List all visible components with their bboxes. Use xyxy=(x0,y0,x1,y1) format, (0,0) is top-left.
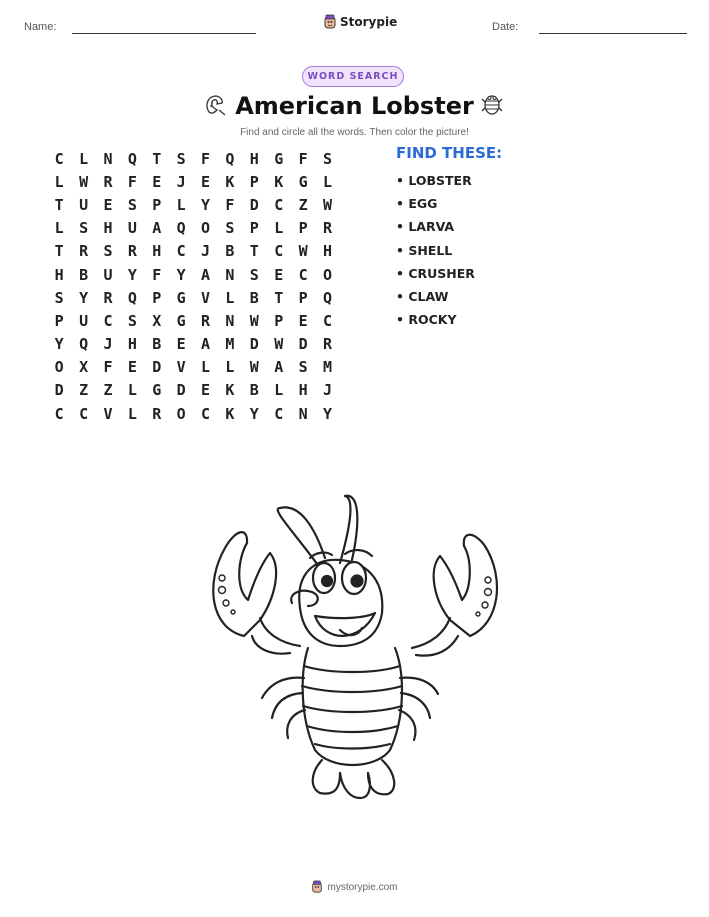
grid-cell[interactable]: L xyxy=(274,219,284,238)
grid-cell[interactable]: E xyxy=(201,172,211,191)
grid-cell[interactable]: F xyxy=(127,172,137,191)
grid-cell[interactable]: P xyxy=(274,311,284,330)
grid-cell[interactable]: B xyxy=(249,288,259,307)
grid-cell[interactable]: A xyxy=(201,335,211,354)
grid-cell[interactable]: U xyxy=(79,311,89,330)
brand-name: Storypie xyxy=(340,15,398,29)
grid-cell[interactable]: P xyxy=(249,219,259,238)
grid-cell[interactable]: S xyxy=(54,288,64,307)
grid-cell[interactable]: H xyxy=(298,381,308,400)
grid-cell[interactable]: F xyxy=(152,265,162,284)
grid-cell[interactable]: P xyxy=(298,288,308,307)
grid-cell[interactable]: Y xyxy=(79,288,89,307)
grid-cell[interactable]: Y xyxy=(127,265,137,284)
grid-cell[interactable]: K xyxy=(274,172,284,191)
grid-cell[interactable]: Q xyxy=(127,149,137,168)
grid-cell[interactable]: H xyxy=(322,242,332,261)
grid-cell[interactable]: C xyxy=(54,149,64,168)
grid-cell[interactable]: R xyxy=(201,311,211,330)
grid-cell[interactable]: O xyxy=(322,265,332,284)
grid-row xyxy=(47,356,340,379)
page-title: American Lobster xyxy=(235,92,474,120)
grid-cell[interactable]: R xyxy=(103,288,113,307)
grid-cell[interactable]: S xyxy=(249,265,259,284)
grid-cell[interactable]: D xyxy=(54,381,64,400)
grid-cell[interactable]: Y xyxy=(54,335,64,354)
grid-row xyxy=(47,147,340,170)
grid-cell[interactable]: O xyxy=(54,358,64,377)
grid-cell[interactable]: Y xyxy=(322,404,332,423)
grid-cell[interactable]: K xyxy=(225,381,235,400)
grid-cell[interactable]: L xyxy=(201,358,211,377)
word-list xyxy=(396,172,475,334)
grid-cell[interactable]: C xyxy=(54,404,64,423)
grid-cell[interactable]: Q xyxy=(225,149,235,168)
grid-cell[interactable]: X xyxy=(152,311,162,330)
grid-cell[interactable]: Z xyxy=(298,195,308,214)
grid-cell[interactable]: V xyxy=(176,358,186,377)
grid-cell[interactable]: A xyxy=(152,219,162,238)
grid-cell[interactable]: G xyxy=(176,288,186,307)
grid-cell[interactable]: B xyxy=(152,335,162,354)
grid-cell[interactable]: G xyxy=(152,381,162,400)
grid-cell[interactable]: F xyxy=(201,149,211,168)
grid-cell[interactable]: T xyxy=(249,242,259,261)
grid-cell[interactable]: Q xyxy=(322,288,332,307)
grid-cell[interactable]: L xyxy=(274,381,284,400)
grid-cell[interactable]: S xyxy=(322,149,332,168)
grid-row xyxy=(47,286,340,309)
grid-cell[interactable]: B xyxy=(225,242,235,261)
grid-cell[interactable]: L xyxy=(322,172,332,191)
grid-cell[interactable]: E xyxy=(298,311,308,330)
grid-cell[interactable]: G xyxy=(298,172,308,191)
grid-cell[interactable]: Q xyxy=(79,335,89,354)
grid-cell[interactable]: Z xyxy=(103,381,113,400)
grid-cell[interactable]: L xyxy=(176,195,186,214)
grid-cell[interactable]: N xyxy=(298,404,308,423)
grid-cell[interactable]: M xyxy=(322,358,332,377)
grid-cell[interactable]: H xyxy=(152,242,162,261)
brand-logo xyxy=(323,14,397,30)
storypie-mascot-icon xyxy=(311,880,323,894)
grid-cell[interactable]: P xyxy=(152,195,162,214)
grid-cell[interactable]: H xyxy=(54,265,64,284)
grid-cell[interactable]: W xyxy=(322,195,332,214)
grid-cell[interactable]: R xyxy=(103,172,113,191)
grid-cell[interactable]: K xyxy=(225,404,235,423)
grid-cell[interactable]: C xyxy=(201,404,211,423)
grid-cell[interactable]: W xyxy=(274,335,284,354)
word-list-item: • LARVA xyxy=(396,219,455,235)
grid-cell[interactable]: R xyxy=(152,404,162,423)
grid-cell[interactable]: V xyxy=(103,404,113,423)
grid-cell[interactable]: G xyxy=(274,149,284,168)
grid-cell[interactable]: J xyxy=(322,381,332,400)
grid-cell[interactable]: P xyxy=(298,219,308,238)
grid-cell[interactable]: E xyxy=(127,358,137,377)
grid-cell[interactable]: O xyxy=(176,404,186,423)
instructions: Find and circle all the words. Then color the picture! xyxy=(240,127,469,138)
grid-cell[interactable]: T xyxy=(54,242,64,261)
grid-cell[interactable]: R xyxy=(322,335,332,354)
grid-cell[interactable]: O xyxy=(201,219,211,238)
lobster-illustration xyxy=(200,488,510,808)
grid-cell[interactable]: C xyxy=(79,404,89,423)
grid-cell[interactable]: K xyxy=(225,172,235,191)
grid-cell[interactable]: D xyxy=(249,195,259,214)
word-list-item: • EGG xyxy=(396,196,438,212)
grid-row xyxy=(47,309,340,332)
grid-cell[interactable]: P xyxy=(152,288,162,307)
grid-cell[interactable]: R xyxy=(127,242,137,261)
grid-cell[interactable]: B xyxy=(249,381,259,400)
grid-cell[interactable]: S xyxy=(298,358,308,377)
grid-row xyxy=(47,263,340,286)
grid-cell[interactable]: L xyxy=(225,288,235,307)
grid-cell[interactable]: G xyxy=(176,311,186,330)
grid-cell[interactable]: F xyxy=(298,149,308,168)
grid-cell[interactable]: E xyxy=(201,381,211,400)
grid-cell[interactable]: M xyxy=(225,335,235,354)
grid-cell[interactable]: D xyxy=(249,335,259,354)
word-list-item: • LOBSTER xyxy=(396,173,472,188)
grid-cell[interactable]: J xyxy=(103,335,113,354)
grid-cell[interactable]: Q xyxy=(176,219,186,238)
grid-cell[interactable]: C xyxy=(322,311,332,330)
grid-cell[interactable]: L xyxy=(54,172,64,191)
find-these-heading: FIND THESE: xyxy=(396,144,503,162)
grid-row xyxy=(47,240,340,263)
storypie-mascot-icon xyxy=(323,14,337,30)
grid-row xyxy=(47,193,340,216)
grid-cell[interactable]: B xyxy=(79,265,89,284)
grid-cell[interactable]: Q xyxy=(127,288,137,307)
grid-cell[interactable]: U xyxy=(127,219,137,238)
grid-cell[interactable]: S xyxy=(127,195,137,214)
grid-cell[interactable]: L xyxy=(127,381,137,400)
grid-cell[interactable]: W xyxy=(249,311,259,330)
footer-url: mystorypie.com xyxy=(327,881,398,893)
grid-cell[interactable]: J xyxy=(176,172,186,191)
date-field-line xyxy=(539,33,687,34)
page-footer xyxy=(0,880,709,894)
grid-cell[interactable]: L xyxy=(54,219,64,238)
grid-cell[interactable]: R xyxy=(322,219,332,238)
worksheet-header xyxy=(0,14,709,44)
word-list-item: • SHELL xyxy=(396,242,453,258)
grid-cell[interactable]: N xyxy=(103,149,113,168)
grid-row xyxy=(47,402,340,425)
grid-cell[interactable]: S xyxy=(127,311,137,330)
grid-cell[interactable]: P xyxy=(54,311,64,330)
grid-cell[interactable]: D xyxy=(298,335,308,354)
grid-cell[interactable]: D xyxy=(176,381,186,400)
grid-cell[interactable]: S xyxy=(103,242,113,261)
name-label: Name: xyxy=(24,21,57,33)
grid-cell[interactable]: U xyxy=(103,265,113,284)
grid-cell[interactable]: W xyxy=(79,172,89,191)
word-search-grid xyxy=(47,147,340,425)
date-label: Date: xyxy=(492,21,519,33)
name-field-line xyxy=(72,33,256,34)
grid-cell[interactable]: H xyxy=(127,335,137,354)
grid-cell[interactable]: C xyxy=(176,242,186,261)
grid-cell[interactable]: D xyxy=(152,358,162,377)
word-list-item: • ROCKY xyxy=(396,312,457,328)
grid-cell[interactable]: N xyxy=(225,311,235,330)
grid-cell[interactable]: E xyxy=(274,265,284,284)
grid-cell[interactable]: J xyxy=(201,242,211,261)
grid-cell[interactable]: L xyxy=(127,404,137,423)
grid-cell[interactable]: C xyxy=(103,311,113,330)
grid-cell[interactable]: L xyxy=(79,149,89,168)
grid-cell[interactable]: C xyxy=(274,404,284,423)
grid-row xyxy=(47,333,340,356)
grid-cell[interactable]: A xyxy=(274,358,284,377)
word-list-item: • CRUSHER xyxy=(396,265,475,281)
grid-cell[interactable]: U xyxy=(79,195,89,214)
grid-cell[interactable]: Y xyxy=(176,265,186,284)
grid-cell[interactable]: E xyxy=(103,195,113,214)
grid-cell[interactable]: W xyxy=(249,358,259,377)
grid-cell[interactable]: Z xyxy=(79,381,89,400)
lobster-shell-icon xyxy=(479,92,505,118)
grid-cell[interactable]: A xyxy=(201,265,211,284)
grid-cell[interactable]: X xyxy=(79,358,89,377)
grid-cell[interactable]: S xyxy=(176,149,186,168)
grid-cell[interactable]: H xyxy=(249,149,259,168)
grid-cell[interactable]: Y xyxy=(201,195,211,214)
grid-cell[interactable]: C xyxy=(274,195,284,214)
word-list-item: • CLAW xyxy=(396,288,449,304)
grid-cell[interactable]: H xyxy=(103,219,113,238)
worksheet-type-badge: WORD SEARCH xyxy=(302,66,404,87)
grid-row xyxy=(47,170,340,193)
grid-cell[interactable]: F xyxy=(225,195,235,214)
grid-row xyxy=(47,217,340,240)
grid-cell[interactable]: Y xyxy=(249,404,259,423)
grid-row xyxy=(47,379,340,402)
grid-cell[interactable]: C xyxy=(298,265,308,284)
grid-cell[interactable]: E xyxy=(152,172,162,191)
grid-cell[interactable]: T xyxy=(274,288,284,307)
grid-cell[interactable]: F xyxy=(103,358,113,377)
grid-cell[interactable]: P xyxy=(249,172,259,191)
grid-cell[interactable]: L xyxy=(225,358,235,377)
grid-cell[interactable]: T xyxy=(54,195,64,214)
grid-cell[interactable]: T xyxy=(152,149,162,168)
grid-cell[interactable]: S xyxy=(79,219,89,238)
grid-cell[interactable]: N xyxy=(225,265,235,284)
grid-cell[interactable]: R xyxy=(79,242,89,261)
grid-cell[interactable]: C xyxy=(274,242,284,261)
grid-cell[interactable]: V xyxy=(201,288,211,307)
grid-cell[interactable]: E xyxy=(176,335,186,354)
grid-cell[interactable]: W xyxy=(298,242,308,261)
grid-cell[interactable]: S xyxy=(225,219,235,238)
